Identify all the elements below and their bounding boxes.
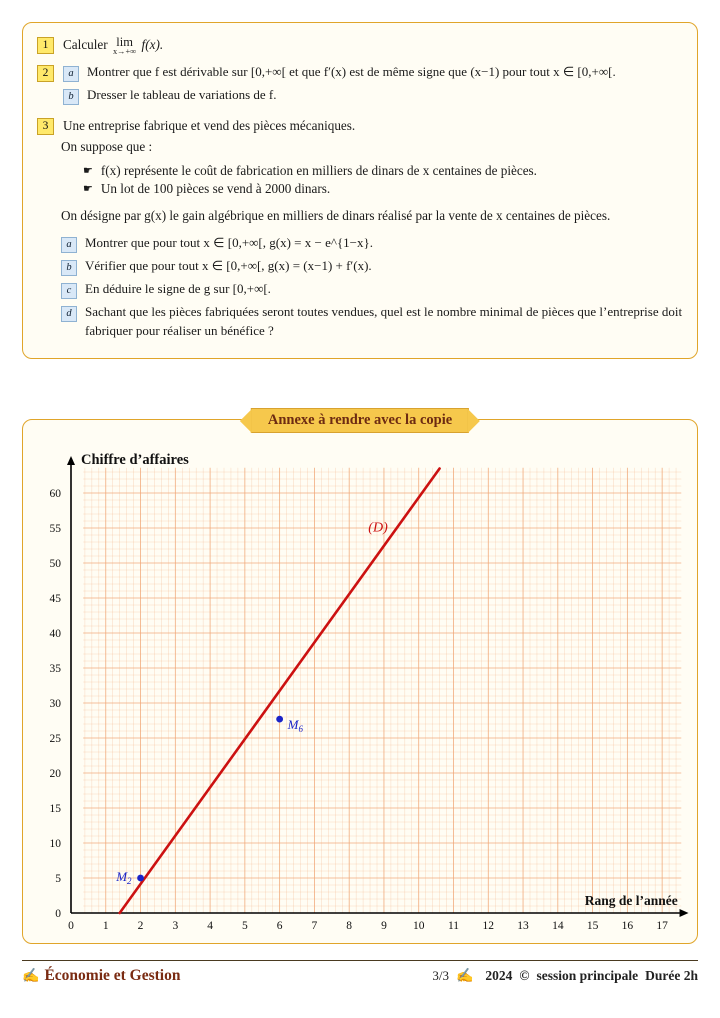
- question-3a: [61, 234, 683, 253]
- page-number: 3/3: [432, 968, 449, 983]
- chart-y-tick-labels: [50, 488, 62, 920]
- question-3-paragraph: On désigne par g(x) le gain algébrique en milliers de dinars réalisé par la vente de x centaines de pièces.: [61, 207, 611, 223]
- y-tick-label: 10: [49, 838, 61, 850]
- sub-letter-3d: d: [61, 306, 77, 322]
- chart-area: [23, 420, 699, 945]
- question-1-suffix: f(x).: [141, 37, 164, 52]
- x-tick-label: 5: [241, 920, 248, 932]
- x-tick-label: 13: [517, 920, 529, 932]
- question-2b: [63, 86, 683, 105]
- exercise-box: [22, 22, 698, 359]
- chart-series-label: (D): [368, 520, 388, 536]
- annex-box: [22, 412, 698, 944]
- y-tick-label: 40: [49, 628, 61, 640]
- footer-duration: Durée 2h: [645, 968, 698, 983]
- question-number-2: 2: [37, 65, 54, 82]
- x-tick-label: 17: [656, 920, 668, 932]
- footer-year: 2024: [485, 968, 513, 983]
- page-footer: [22, 960, 698, 985]
- y-tick-label: 20: [49, 768, 61, 780]
- copyright-symbol: ©: [519, 968, 530, 983]
- sub-letter-3c: c: [61, 283, 77, 299]
- x-tick-label: 12: [482, 920, 495, 932]
- question-1: [37, 35, 683, 56]
- chart-x-axis-label: Rang de l’année: [584, 893, 678, 908]
- question-3d: [61, 303, 683, 341]
- chart-y-axis-label: Chiffre d’affaires: [81, 452, 189, 468]
- question-1-prefix: Calculer: [63, 37, 108, 52]
- x-tick-label: 7: [311, 920, 318, 932]
- question-3d-text: Sachant que les pièces fabriquées seront toutes vendues, quel est le nombre minimal de pièces que l’entreprise doit fabriquer pour réaliser un bénéfice ?: [85, 303, 683, 338]
- y-tick-label: 0: [55, 908, 61, 920]
- chart-x-tick-labels: [68, 920, 668, 932]
- sub-letter-3b: b: [61, 260, 77, 276]
- sub-letter-3a: a: [61, 237, 77, 253]
- y-tick-label: 25: [49, 733, 61, 745]
- question-3-text: Une entreprise fabrique et vend des pièces mécaniques.: [63, 117, 356, 133]
- chart-point-M6: [276, 716, 283, 723]
- question-3c-text: En déduire le signe de g sur [0,+∞[.: [85, 280, 271, 296]
- limit-operator: [113, 36, 136, 56]
- hand-pointer-icon: ☛: [83, 164, 93, 177]
- chart-point-M2: [137, 875, 144, 882]
- question-2a: [63, 63, 683, 82]
- pen-icon: ✍: [22, 969, 40, 984]
- question-3a-text: Montrer que pour tout x ∈ [0,+∞[, g(x) = x − e^{1−x}.: [85, 234, 374, 250]
- x-tick-label: 14: [552, 920, 564, 932]
- question-3: [37, 116, 683, 135]
- question-number-3: 3: [37, 118, 54, 135]
- footer-session: session principale: [536, 968, 639, 983]
- pen-icon: ✍: [455, 969, 474, 984]
- question-number-1: 1: [37, 37, 54, 54]
- y-tick-label: 60: [49, 488, 61, 500]
- question-3c: [61, 280, 683, 299]
- question-2a-text: Montrer que f est dérivable sur [0,+∞[ et que f′(x) est de même signe que (x−1) pour tout x ∈ [0,+∞[.: [87, 63, 616, 79]
- chart-point-label-M2: $M_2$: [116, 869, 132, 886]
- bullet-item-2: [83, 181, 683, 198]
- y-tick-label: 55: [49, 523, 61, 535]
- x-tick-label: 4: [207, 920, 213, 932]
- y-tick-label: 15: [49, 803, 61, 815]
- x-tick-label: 10: [412, 920, 425, 932]
- limit-word: lim: [116, 35, 133, 50]
- bullet-item-1-text: f(x) représente le coût de fabrication en milliers de dinars de x centaines de pièces.: [100, 162, 537, 178]
- x-tick-label: 1: [102, 920, 109, 932]
- x-tick-label: 6: [276, 920, 283, 932]
- x-tick-label: 0: [68, 920, 74, 932]
- footer-subject: [22, 967, 180, 985]
- x-tick-label: 3: [172, 920, 179, 932]
- y-tick-label: 45: [49, 593, 61, 605]
- question-3b: [61, 257, 683, 276]
- y-tick-label: 30: [49, 698, 61, 710]
- question-2b-text: Dresser le tableau de variations de f.: [87, 86, 277, 102]
- limit-subscript: x→+∞: [112, 46, 137, 56]
- footer-subject-label: Économie et Gestion: [44, 967, 181, 984]
- y-tick-label: 35: [49, 663, 61, 675]
- question-3-suppose: On suppose que :: [61, 139, 153, 155]
- y-tick-label: 5: [55, 873, 61, 885]
- bullet-item-1: [83, 163, 683, 180]
- chart-svg: [23, 420, 699, 945]
- x-tick-label: 15: [586, 920, 599, 932]
- x-tick-label: 11: [447, 920, 460, 932]
- sub-letter-2b: b: [63, 89, 79, 105]
- footer-meta: [432, 968, 698, 985]
- hand-pointer-icon: ☛: [83, 183, 93, 196]
- x-tick-label: 16: [621, 920, 634, 932]
- bullet-item-2-text: Un lot de 100 pièces se vend à 2000 dinars.: [100, 181, 331, 197]
- sub-letter-2a: a: [63, 66, 79, 82]
- question-3b-text: Vérifier que pour tout x ∈ [0,+∞[, g(x) = (x−1) + f′(x).: [85, 257, 372, 273]
- y-tick-label: 50: [49, 558, 61, 570]
- x-tick-label: 8: [346, 920, 353, 932]
- question-2: [37, 63, 683, 109]
- x-tick-label: 2: [137, 920, 144, 932]
- chart-point-label-M6: $M_6$: [287, 717, 303, 735]
- x-tick-label: 9: [381, 920, 387, 932]
- annex-banner: Annexe à rendre avec la copie: [251, 408, 469, 433]
- question-1-text: [63, 35, 683, 56]
